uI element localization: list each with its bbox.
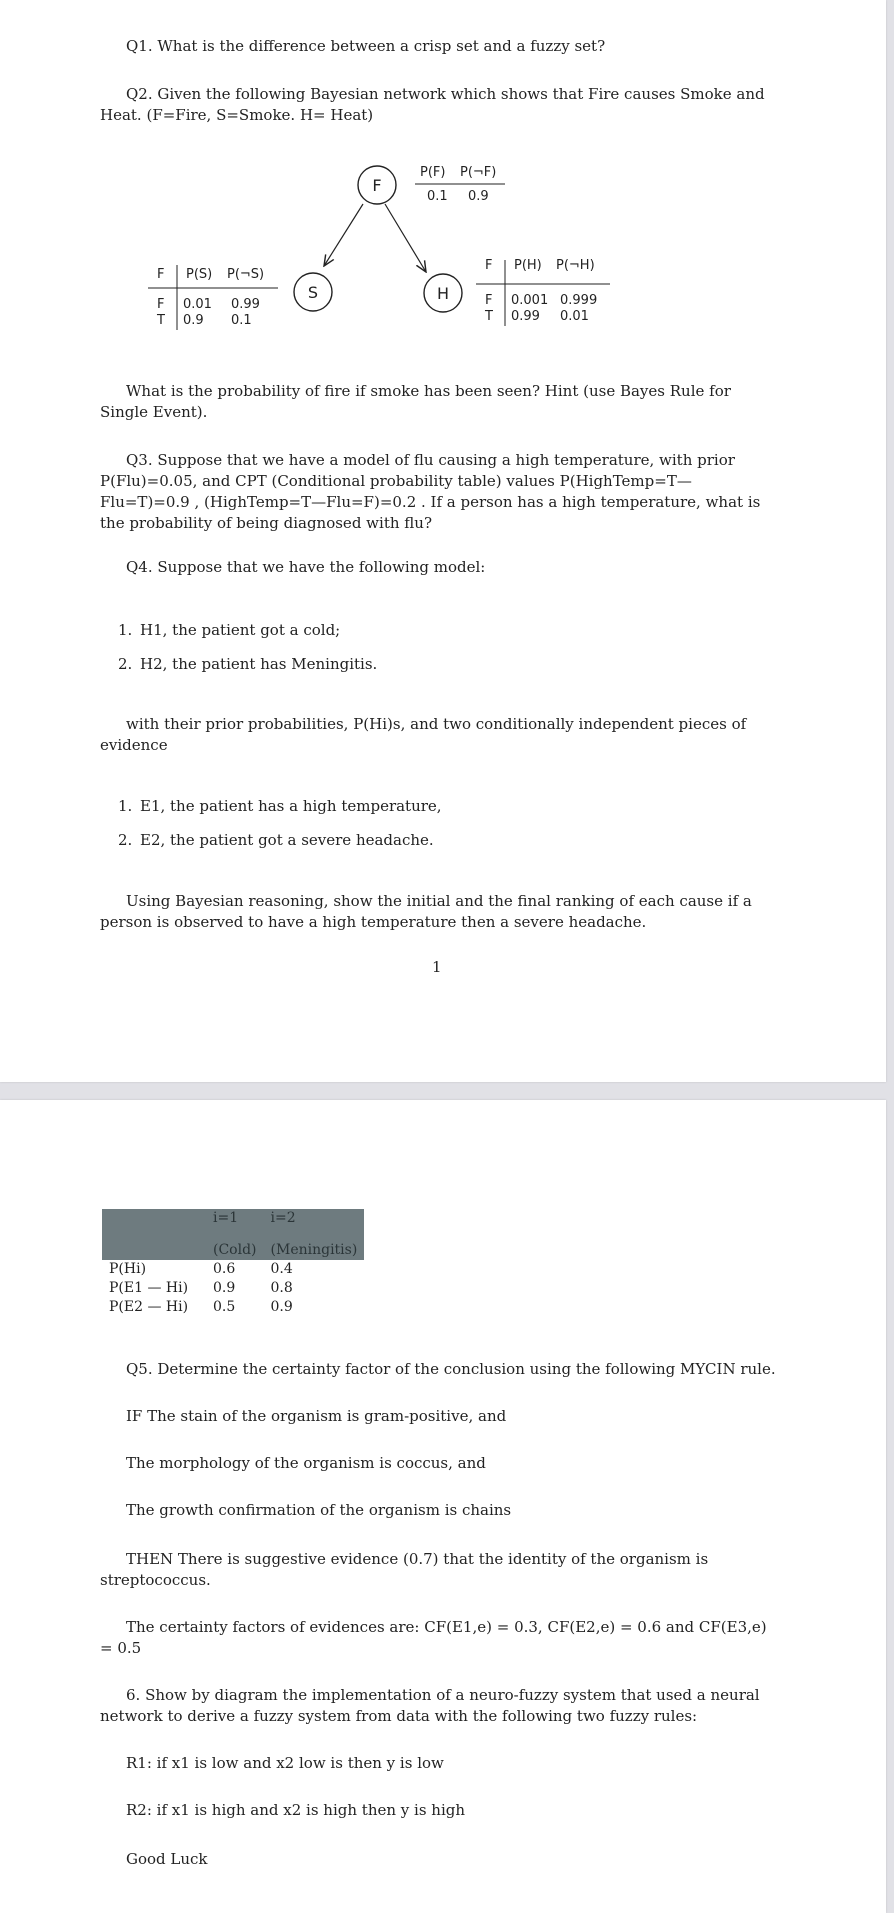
svg-text:T: T bbox=[485, 309, 493, 324]
svg-text:T: T bbox=[157, 313, 165, 328]
table-header-row: (Cold) (Meningitis) bbox=[102, 1228, 364, 1260]
svg-text:F: F bbox=[157, 297, 165, 312]
table-header-row: i=1 i=2 bbox=[102, 1209, 364, 1228]
question-2-intro: Q2. Given the following Bayesian network which shows that Fire causes Smoke and Heat. (F=Fire, S=Smoke. H= Heat) bbox=[100, 85, 765, 124]
table-row: P(E1 — Hi) 0.9 0.8 bbox=[109, 1280, 293, 1296]
svg-text:F: F bbox=[157, 267, 165, 282]
page-2 bbox=[0, 1100, 886, 1913]
node-smoke bbox=[294, 273, 332, 311]
svg-text:0.9: 0.9 bbox=[183, 313, 204, 328]
certainty-factors: The certainty factors of evidences are: CF(E1,e) = 0.3, CF(E2,e) = 0.6 and CF(E3,e) = 0.5 bbox=[100, 1618, 767, 1657]
question-6: 6. Show by diagram the implementation of a neuro-fuzzy system that used a neural network to derive a fuzzy system from data with the following two fuzzy rules: bbox=[100, 1686, 760, 1725]
fuzzy-rule-2: R2: if x1 is high and x2 is high then y is high bbox=[126, 1801, 466, 1819]
closing-text: Good Luck bbox=[126, 1850, 208, 1868]
svg-text:0.999: 0.999 bbox=[560, 293, 598, 308]
svg-text:0.1: 0.1 bbox=[427, 189, 448, 204]
svg-text:P(¬F): P(¬F) bbox=[460, 165, 497, 180]
hypothesis-probability-table bbox=[102, 1209, 364, 1317]
node-heat bbox=[424, 274, 462, 312]
evidence-item: 1. E1, the patient has a high temperature, bbox=[118, 797, 442, 815]
question-5: Q5. Determine the certainty factor of the conclusion using the following MYCIN rule. bbox=[126, 1360, 776, 1378]
svg-text:0.001: 0.001 bbox=[511, 293, 549, 308]
edge-fire-smoke bbox=[324, 204, 363, 266]
hypothesis-item: 1. H1, the patient got a cold; bbox=[118, 621, 341, 639]
question-4-prompt: Using Bayesian reasoning, show the initial and the final ranking of each cause if a person is observed to have a high temperature then a severe headache. bbox=[100, 892, 752, 931]
mycin-rule-and-1: The morphology of the organism is coccus, and bbox=[126, 1454, 486, 1472]
heat-cpt-table bbox=[476, 258, 610, 326]
svg-text:0.99: 0.99 bbox=[511, 309, 540, 324]
node-fire bbox=[358, 166, 396, 204]
svg-text:F: F bbox=[485, 258, 493, 273]
question-1: Q1. What is the difference between a crisp set and a fuzzy set? bbox=[126, 37, 606, 55]
question-4-intro: Q4. Suppose that we have the following model: bbox=[126, 558, 486, 576]
table-row: P(Hi) 0.6 0.4 bbox=[109, 1261, 293, 1277]
svg-text:P(H): P(H) bbox=[514, 258, 542, 273]
svg-text:P(F): P(F) bbox=[420, 165, 446, 180]
svg-text:S: S bbox=[307, 283, 319, 302]
svg-text:0.9: 0.9 bbox=[468, 189, 489, 204]
table-row: P(E2 — Hi) 0.5 0.9 bbox=[109, 1299, 293, 1315]
evidence-item: 2. E2, the patient got a severe headache. bbox=[118, 831, 434, 849]
mycin-rule-and-2: The growth confirmation of the organism is chains bbox=[126, 1501, 512, 1519]
svg-text:0.1: 0.1 bbox=[231, 313, 252, 328]
question-3: Q3. Suppose that we have a model of flu causing a high temperature, with prior P(Flu)=0.05, and CPT (Conditional probability table) values P(HighTemp=T—Flu=T)=0.9 , (HighTemp=T—Flu=F)=0.2 . If a person has a high temperature, what is the probability of being diagnosed with flu? bbox=[100, 451, 761, 532]
svg-text:0.99: 0.99 bbox=[231, 297, 260, 312]
hypothesis-item: 2. H2, the patient has Meningitis. bbox=[118, 655, 378, 673]
mycin-rule-then: THEN There is suggestive evidence (0.7) that the identity of the organism is streptococcus. bbox=[100, 1550, 709, 1589]
svg-text:P(S): P(S) bbox=[186, 267, 213, 282]
svg-text:0.01: 0.01 bbox=[183, 297, 212, 312]
mycin-rule-if: IF The stain of the organism is gram-positive, and bbox=[126, 1407, 507, 1425]
question-2-prompt: What is the probability of fire if smoke has been seen? Hint (use Bayes Rule for Single Event). bbox=[100, 382, 731, 421]
fire-prior-table bbox=[415, 165, 505, 204]
bayesian-network-diagram bbox=[0, 148, 886, 378]
svg-text:P(¬H): P(¬H) bbox=[556, 258, 595, 273]
svg-text:F: F bbox=[485, 293, 493, 308]
edge-fire-heat bbox=[385, 204, 426, 272]
question-4-priors: with their prior probabilities, P(Hi)s, and two conditionally independent pieces of evidence bbox=[100, 715, 747, 754]
svg-text:P(¬S): P(¬S) bbox=[227, 267, 265, 282]
fuzzy-rule-1: R1: if x1 is low and x2 low is then y is low bbox=[126, 1754, 444, 1772]
svg-text:0.01: 0.01 bbox=[560, 309, 589, 324]
svg-text:H: H bbox=[436, 284, 450, 303]
svg-text:F: F bbox=[372, 176, 382, 195]
smoke-cpt-table bbox=[148, 265, 278, 330]
page-number: 1 bbox=[432, 958, 442, 976]
